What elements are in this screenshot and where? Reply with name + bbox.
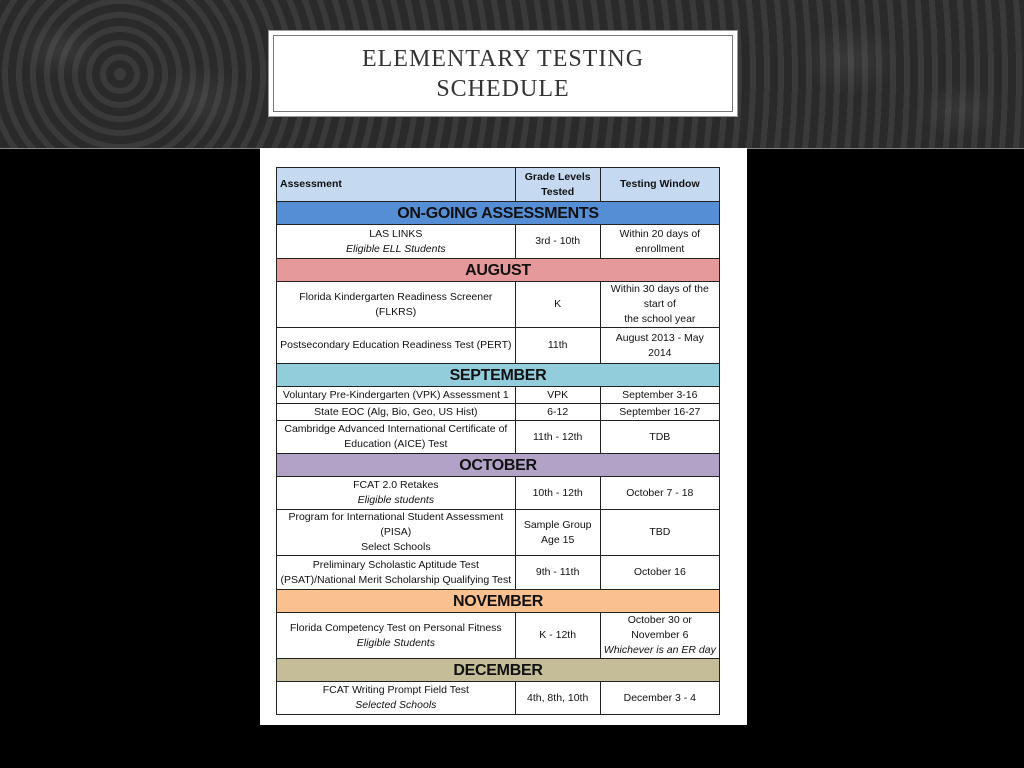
table-row — [277, 225, 720, 259]
section-row — [277, 590, 720, 613]
window-cell: Within 30 days of the start of the school year — [600, 282, 719, 328]
header-row — [277, 168, 720, 202]
table-row — [277, 328, 720, 364]
schedule-sheet — [260, 148, 747, 725]
window-cell: October 16 — [600, 556, 719, 590]
grade-cell: 4th, 8th, 10th — [515, 682, 600, 715]
assessment-cell: Florida Competency Test on Personal Fitness Eligible Students — [277, 613, 516, 659]
table-row — [277, 682, 720, 715]
table-row — [277, 421, 720, 454]
grade-cell: 11th — [515, 328, 600, 364]
grade-cell: 11th - 12th — [515, 421, 600, 454]
title-box — [268, 30, 738, 117]
header-window: Testing Window — [600, 168, 719, 202]
grade-cell: 9th - 11th — [515, 556, 600, 590]
assessment-cell: FCAT 2.0 Retakes Eligible students — [277, 477, 516, 510]
assessment-cell: Program for International Student Assessment (PISA) Select Schools — [277, 510, 516, 556]
header-grade: Grade Levels Tested — [515, 168, 600, 202]
slide-title-line2: SCHEDULE — [436, 75, 570, 102]
assessment-cell: Postsecondary Education Readiness Test (PERT) — [277, 328, 516, 364]
testing-schedule-table — [276, 167, 720, 715]
section-row — [277, 454, 720, 477]
grade-cell: VPK — [515, 387, 600, 404]
window-cell: TDB — [600, 421, 719, 454]
assessment-cell: LAS LINKS Eligible ELL Students — [277, 225, 516, 259]
table-row — [277, 556, 720, 590]
grade-cell: 3rd - 10th — [515, 225, 600, 259]
slide-title-line1: ELEMENTARY TESTING — [361, 45, 645, 72]
table-row — [277, 613, 720, 659]
window-cell: September 16-27 — [600, 404, 719, 421]
section-row — [277, 202, 720, 225]
window-cell: December 3 - 4 — [600, 682, 719, 715]
table-row — [277, 510, 720, 556]
window-cell: October 30 or November 6 Whichever is an ER day — [600, 613, 719, 659]
grade-cell: Sample Group Age 15 — [515, 510, 600, 556]
section-row — [277, 259, 720, 282]
window-cell: October 7 - 18 — [600, 477, 719, 510]
assessment-cell: Cambridge Advanced International Certificate of Education (AICE) Test — [277, 421, 516, 454]
header-assessment: Assessment — [277, 168, 516, 202]
assessment-cell: Preliminary Scholastic Aptitude Test (PSAT)/National Merit Scholarship Qualifying Test — [277, 556, 516, 590]
assessment-cell: FCAT Writing Prompt Field Test Selected Schools — [277, 682, 516, 715]
grade-cell: 6-12 — [515, 404, 600, 421]
assessment-cell: State EOC (Alg, Bio, Geo, US Hist) — [277, 404, 516, 421]
table-row — [277, 404, 720, 421]
window-cell: TBD — [600, 510, 719, 556]
table-row — [277, 282, 720, 328]
grade-cell: K - 12th — [515, 613, 600, 659]
table-row — [277, 477, 720, 510]
section-row — [277, 659, 720, 682]
section-title: DECEMBER — [277, 659, 720, 682]
section-title: NOVEMBER — [277, 590, 720, 613]
section-title: SEPTEMBER — [277, 364, 720, 387]
section-row — [277, 364, 720, 387]
window-cell: August 2013 - May 2014 — [600, 328, 719, 364]
header-banner — [0, 0, 1024, 149]
grade-cell: K — [515, 282, 600, 328]
grade-cell: 10th - 12th — [515, 477, 600, 510]
table-row — [277, 387, 720, 404]
assessment-cell: Voluntary Pre-Kindergarten (VPK) Assessment 1 — [277, 387, 516, 404]
window-cell: September 3-16 — [600, 387, 719, 404]
section-title: ON-GOING ASSESSMENTS — [277, 202, 720, 225]
section-title: AUGUST — [277, 259, 720, 282]
window-cell: Within 20 days of enrollment — [600, 225, 719, 259]
assessment-cell: Florida Kindergarten Readiness Screener (FLKRS) — [277, 282, 516, 328]
section-title: OCTOBER — [277, 454, 720, 477]
